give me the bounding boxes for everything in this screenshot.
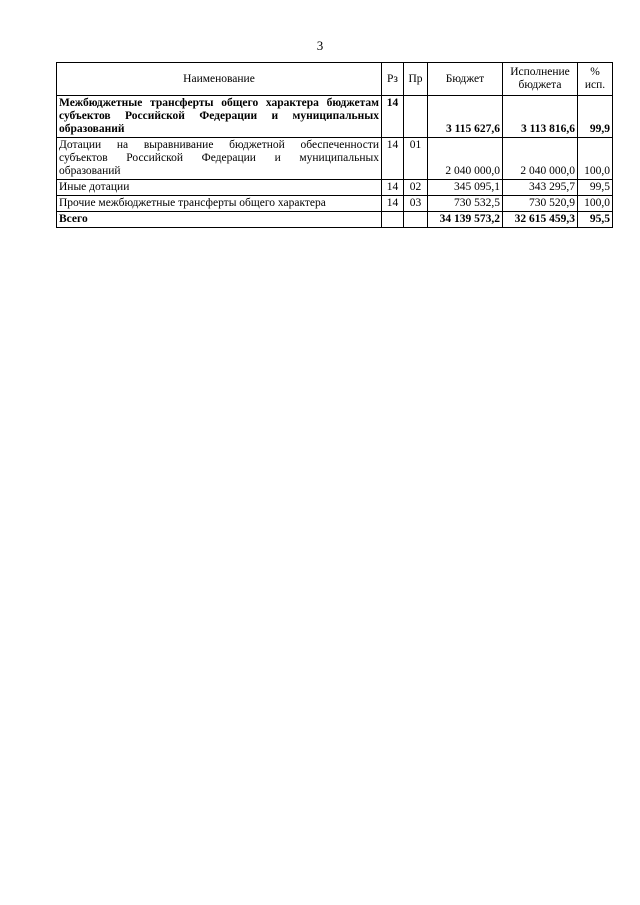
table-total-row [57, 212, 613, 228]
total-rz [382, 212, 404, 228]
header-percent: % исп. [578, 63, 613, 96]
page-number: 3 [316, 38, 324, 53]
header-rz: Рз [382, 63, 404, 96]
row-percent: 100,0 [578, 138, 613, 180]
row-name: Прочие межбюджетные трансферты общего характера [57, 196, 382, 212]
row-pr: 02 [404, 180, 428, 196]
total-budget: 34 139 573,2 [428, 212, 503, 228]
header-pr: Пр [404, 63, 428, 96]
header-budget: Бюджет [428, 63, 503, 96]
total-percent: 95,5 [578, 212, 613, 228]
row-rz: 14 [382, 96, 404, 138]
row-execution: 3 113 816,6 [503, 96, 578, 138]
row-pr [404, 96, 428, 138]
budget-table [56, 62, 613, 228]
table-row [57, 180, 613, 196]
row-name: Дотации на выравнивание бюджетной обеспеченности субъектов Российской Федерации и муниципальных образований [57, 138, 382, 180]
total-name: Всего [57, 212, 382, 228]
row-execution: 730 520,9 [503, 196, 578, 212]
table-row [57, 138, 613, 180]
row-budget: 2 040 000,0 [428, 138, 503, 180]
row-budget: 730 532,5 [428, 196, 503, 212]
row-rz: 14 [382, 138, 404, 180]
row-rz: 14 [382, 196, 404, 212]
row-rz: 14 [382, 180, 404, 196]
row-pr: 03 [404, 196, 428, 212]
total-pr [404, 212, 428, 228]
row-pr: 01 [404, 138, 428, 180]
row-percent: 100,0 [578, 196, 613, 212]
row-name: Межбюджетные трансферты общего характера бюджетам субъектов Российской Федерации и муниципальных образований [57, 96, 382, 138]
table-row [57, 96, 613, 138]
table-header-row [57, 63, 613, 96]
header-name: Наименование [57, 63, 382, 96]
row-budget: 345 095,1 [428, 180, 503, 196]
header-execution: Исполнение бюджета [503, 63, 578, 96]
row-budget: 3 115 627,6 [428, 96, 503, 138]
total-execution: 32 615 459,3 [503, 212, 578, 228]
row-execution: 343 295,7 [503, 180, 578, 196]
row-percent: 99,5 [578, 180, 613, 196]
row-execution: 2 040 000,0 [503, 138, 578, 180]
table-row [57, 196, 613, 212]
row-percent: 99,9 [578, 96, 613, 138]
row-name: Иные дотации [57, 180, 382, 196]
